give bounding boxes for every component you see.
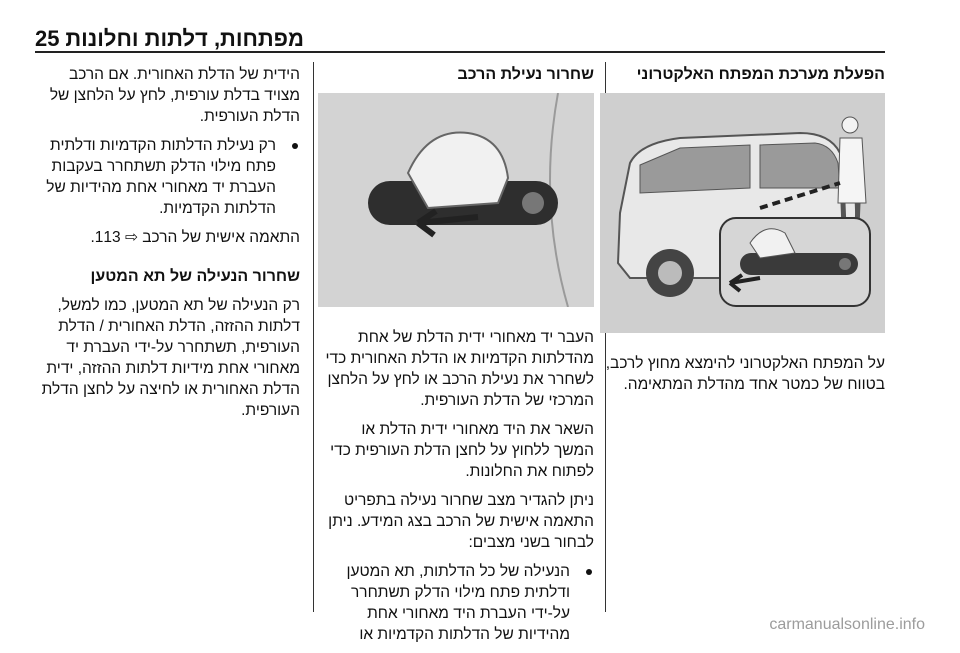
column-cargo-unlock	[35, 64, 300, 429]
column-divider-left	[313, 62, 314, 612]
column-entry-system	[600, 64, 885, 403]
unlock-paragraph-1: העבר יד מאחורי ידית הדלת של אחת מהדלתות הקדמיות או הדלת האחורית כדי לשחרר את נעילת הרכב או לחץ על הלחצן המרכזי של הדלת העורפית.	[325, 329, 594, 409]
unlock-mode-item-all: הנעילה של כל הדלתות, תא המטען ודלתית פתח מילוי הדלק תשתחרר על-ידי העברת היד מאחורי אחת מהידיות של הדלתות הקדמיות או	[318, 561, 570, 645]
unlock-mode-list-continued	[35, 135, 300, 219]
keyless-entry-paragraph: על המפתח האלקטרוני להימצא מחוץ לרכב, בטווח של כמטר אחד מהדלת המתאימה.	[605, 355, 885, 393]
page-number: 25	[35, 26, 60, 51]
unlock-mode-list	[318, 561, 594, 645]
section-heading-cargo-unlock: שחרור הנעילה של תא המטען	[90, 268, 300, 285]
column-unlock-vehicle	[318, 64, 594, 653]
personalization-reference[interactable]: התאמה אישית של הרכב ⇨ 113.	[90, 229, 300, 246]
door-handle-illustration	[318, 93, 594, 307]
unlock-paragraph-2: השאר את היד מאחורי ידית הדלת או המשך ללחוץ על לחצן הדלת העורפית כדי לפתוח את החלונות.	[330, 421, 594, 480]
unlock-mode-item-front-doors: רק נעילת הדלתות הקדמיות ודלתית פתח מילוי הדלק תשתחרר בעקבות העברת יד מאחורי אחת מהידיות של הדלתות הקדמיות.	[35, 135, 276, 219]
page-title: מפתחות, דלתות וחלונות	[65, 26, 304, 51]
cargo-unlock-paragraph: רק הנעילה של תא המטען, כמו למשל, דלתות ההזזה, הדלת האחורית / הדלת העורפית, תשתחרר על-ידי העברת יד מאחורי אחת מידיות דלתות ההזזה, ידית הדלת האחורית או לחיצה על לחצן הדלת העורפית.	[41, 297, 300, 419]
van-keyless-illustration	[600, 93, 885, 333]
page-header	[0, 0, 960, 50]
section-heading-unlock: שחרור נעילת הרכב	[457, 66, 594, 83]
unlock-paragraph-3: ניתן להגדיר מצב שחרור נעילה בתפריט התאמה אישית של הרכב בצג המידע. ניתן לבחור בשני מצבים:	[328, 492, 594, 551]
watermark: carmanualsonline.info	[769, 616, 925, 633]
header-rule	[35, 51, 885, 53]
section-heading-keyless-entry: הפעלת מערכת המפתח האלקטרוני	[636, 66, 885, 83]
unlock-paragraph-continued: הידית של הדלת האחורית. אם הרכב מצויד בדלת עורפית, לחץ על הלחצן של הדלת העורפית.	[49, 66, 300, 125]
